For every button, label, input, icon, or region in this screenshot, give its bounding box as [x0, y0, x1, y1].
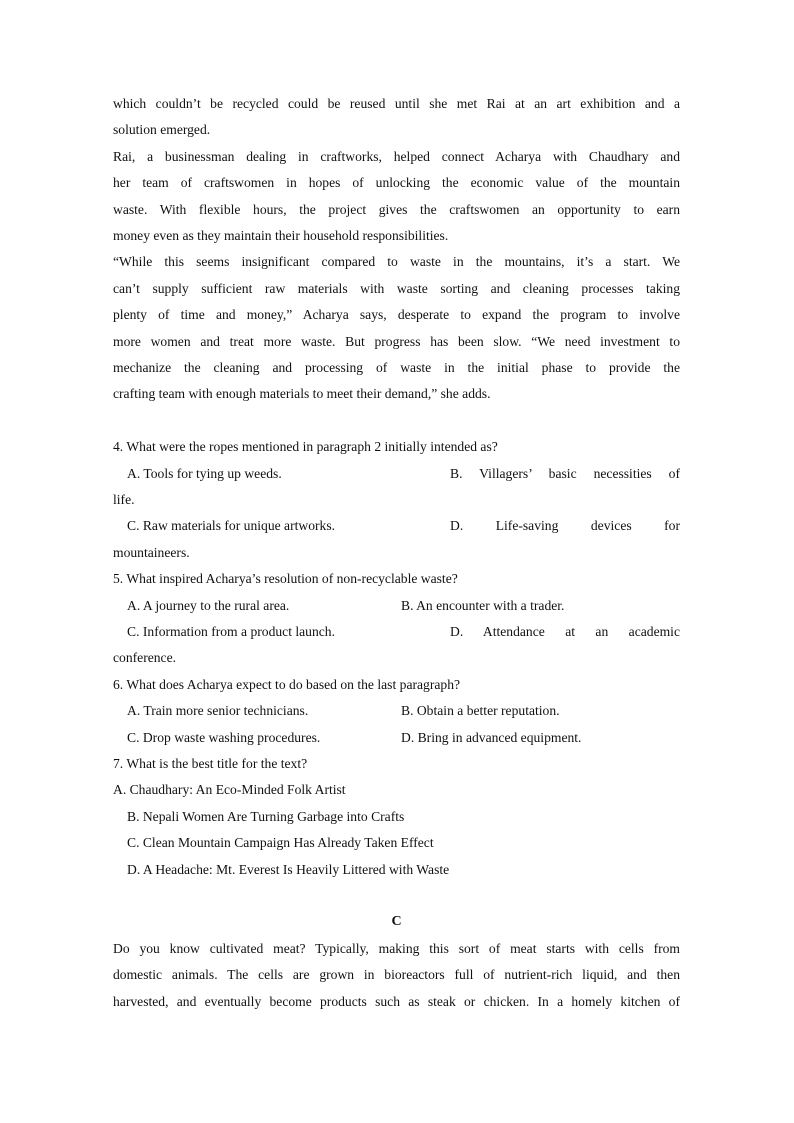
passage-line: mechanize the cleaning and processing of waste in the initial phase to provide the [113, 360, 680, 376]
option-continuation: mountaineers. [113, 544, 190, 560]
passage-line: which couldn’t be recycled could be reused until she met Rai at an art exhibition and a [113, 96, 680, 111]
option-b: B. Obtain a better reputation. [401, 703, 560, 719]
passage-b-tail [113, 91, 680, 408]
option-a: A. A journey to the rural area. [127, 597, 290, 613]
passage-line: can’t supply sufficient raw materials with waste sorting and cleaning processes taking [113, 280, 680, 296]
passage-line: her team of craftswomen in hopes of unlocking the economic value of the mountain [113, 175, 680, 191]
section-heading: C [391, 914, 402, 930]
option-continuation: conference. [113, 650, 177, 666]
option-d: D. Attendance at an academic [450, 624, 680, 640]
passage-line: crafting team with enough materials to meet their demand,” she adds. [113, 386, 491, 402]
passage-line: harvested, and eventually become products such as steak or chicken. In a homely kitchen of [113, 993, 680, 1009]
passage-line: Rai, a businessman dealing in craftworks, helped connect Acharya with Chaudhary and [113, 148, 680, 164]
option-d: D. Bring in advanced equipment. [401, 729, 582, 745]
question-stem: 5. What inspired Acharya’s resolution of non-recyclable waste? [113, 571, 458, 587]
passage-c [113, 936, 680, 1015]
question-6 [113, 672, 680, 751]
passage-line: waste. With flexible hours, the project gives the craftswomen an opportunity to earn [113, 201, 680, 217]
option-c: C. Clean Mountain Campaign Has Already Taken Effect [127, 835, 434, 851]
option-continuation: life. [113, 492, 135, 508]
passage-line: money even as they maintain their household responsibilities. [113, 228, 449, 244]
question-stem: 6. What does Acharya expect to do based on the last paragraph? [113, 676, 461, 692]
passage-line: Do you know cultivated meat? Typically, making this sort of meat starts with cells from [113, 940, 680, 956]
passage-line: domestic animals. The cells are grown in bioreactors full of nutrient-rich liquid, and then [113, 967, 680, 983]
option-c: C. Raw materials for unique artworks. [127, 518, 336, 534]
option-a: A. Train more senior technicians. [127, 703, 309, 719]
option-a: A. Tools for tying up weeds. [127, 465, 282, 481]
document-page [113, 91, 680, 1015]
question-4 [113, 434, 680, 566]
question-stem: 4. What were the ropes mentioned in paragraph 2 initially intended as? [113, 439, 498, 455]
passage-line: “While this seems insignificant compared to waste in the mountains, it’s a start. We [113, 254, 680, 270]
question-stem: 7. What is the best title for the text? [113, 756, 308, 772]
option-a: A. Chaudhary: An Eco-Minded Folk Artist [113, 782, 346, 798]
option-b: B. An encounter with a trader. [401, 597, 565, 613]
option-c: C. Information from a product launch. [127, 624, 336, 640]
passage-line: solution emerged. [113, 122, 211, 138]
option-c: C. Drop waste washing procedures. [127, 729, 321, 745]
option-b: B. Nepali Women Are Turning Garbage into Crafts [127, 808, 405, 824]
passage-line: more women and treat more waste. But progress has been slow. “We need investment to [113, 333, 680, 349]
option-d: D. A Headache: Mt. Everest Is Heavily Littered with Waste [127, 861, 450, 877]
option-d: D. Life-saving devices for [450, 518, 680, 534]
passage-line: plenty of time and money,” Acharya says, desperate to expand the program to involve [113, 307, 680, 323]
question-5 [113, 566, 680, 672]
option-b: B. Villagers’ basic necessities of [450, 465, 680, 481]
question-7 [113, 751, 680, 883]
